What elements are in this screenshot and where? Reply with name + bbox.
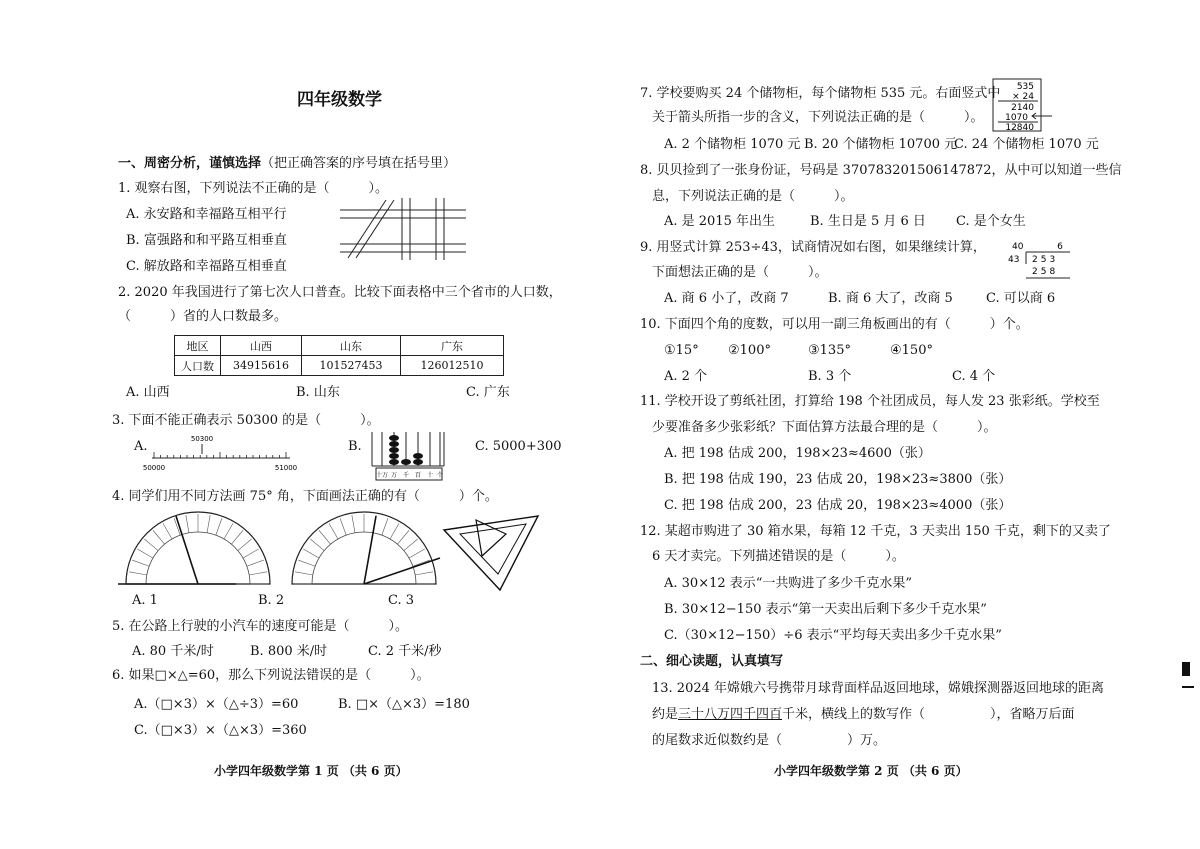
q11-stem-2: 少要准备多少张彩纸？下面估算方法最合理的是（ ）。 [652,420,997,435]
q9-option-c: C. 可以商 6 [986,291,1056,306]
q10-option-a: A. 2 个 [664,369,708,384]
protractor-tick [247,560,264,566]
q9-long-division [1006,238,1076,284]
calc-line: 535 [1016,82,1034,92]
q6-option-b: B. □×（△×3）=180 [338,697,470,712]
q7-vertical-multiplication [992,78,1054,132]
table-cell: 人口数 [175,356,221,376]
protractor-tick [163,523,172,539]
abacus-label: 十 [426,472,434,479]
protractor-tick [243,549,259,558]
protractor-tick [390,523,399,539]
section-2-heading: 二、细心读题，认真填写 [640,654,784,669]
q11-option-a: A. 把 198 估成 200，198×23≈4600（张） [664,446,931,461]
abacus-label: 十万 [375,472,389,479]
number-line-mark-label: 50300 [190,435,214,443]
protractor-tick [415,572,433,575]
page-2 [600,0,1200,849]
q3-option-a: A. [134,439,148,454]
protractor-tick [224,523,233,539]
number-line-end-label: 51000 [274,464,298,472]
scan-mark [1182,662,1190,676]
q4-triangle-rulers [436,512,548,594]
q9-stem-2: 下面想法正确的是（ ）。 [652,265,828,280]
q12-stem-2: 6 天才卖完。下列描述错误的是（ ）。 [652,549,905,564]
abacus-label: 千 [402,472,410,479]
table-header: 山西 [221,336,302,356]
q12-option-c: C.（30×12−150）÷6 表示“平均每天卖出多少千克水果” [664,628,1002,643]
q4-protractor-b [284,512,444,590]
scan-mark [1182,686,1194,688]
q3-stem: 3. 下面不能正确表示 50300 的是（ ）。 [112,413,380,428]
q8-option-a: A. 是 2015 年出生 [664,214,776,229]
table-cell: 101527453 [302,356,401,376]
q1-option-b: B. 富强路和和平路互相垂直 [126,233,287,248]
protractor-tick [329,523,338,539]
q8-option-b: B. 生日是 5 月 6 日 [810,214,926,229]
table-row [175,336,504,356]
q10-stem: 10. 下面四个角的度数，可以用一副三角板画出的有（ ）个。 [640,317,1029,332]
protractor-tick [238,539,252,551]
q12-option-a: A. 30×12 表示“一共购进了多少千克水果” [664,576,913,591]
protractor-tick [382,518,388,535]
q10-angle-1: ①15° [664,343,699,358]
q13-line-2-post: 千米，横线上的数写作（ ），省略万后面 [782,707,1075,722]
q8-option-c: C. 是个女生 [956,214,1026,229]
q2-option-a: A. 山西 [126,385,170,400]
protractor-tick [303,549,319,558]
q7-stem: 7. 学校要购买 24 个储物柜，每个储物柜 535 元。右面竖式中 [640,86,1001,101]
page-title: 四年级数学 [297,90,382,110]
q7-option-c: C. 24 个储物柜 1070 元 [954,137,1099,152]
q3-abacus [368,428,448,484]
table-cell: 126012510 [401,356,504,376]
abacus-place-labels [376,468,443,480]
calc-line: 2140 [1011,103,1034,113]
q10-angle-3: ③135° [808,343,851,358]
protractor-tick [404,539,418,551]
section-1-note: （把正确答案的序号填在括号里） [261,156,457,171]
section-1-heading [118,156,456,172]
page-footer: 小学四年级数学第 1 页 （共 6 页） [214,764,408,778]
protractor-tick [249,572,267,575]
q6-option-c: C.（□×3）×（△×3）=360 [134,723,307,738]
q4-option-a: A. 1 [132,593,158,608]
protractor-tick [129,572,147,575]
abacus-label: 百 [414,472,422,479]
division-dividend: 253 [1032,255,1059,265]
q1-option-c: C. 解放路和幸福路互相垂直 [126,259,287,274]
q11-option-b: B. 把 198 估成 190，23 估成 20，198×23≈3800（张） [664,472,1012,487]
q5-option-a: A. 80 千米/时 [132,644,214,659]
protractor-tick [340,518,346,535]
calc-line: 12840 [1005,123,1034,133]
protractor-tick [310,539,324,551]
table-row [175,356,504,376]
number-line-start-label: 50000 [142,464,166,472]
q6-option-a: A.（□×3）×（△÷3）=60 [134,697,299,712]
q7-stem-2: 关于箭头所指一步的含义，下列说法正确的是（ ）。 [652,110,984,125]
q7-option-a: A. 2 个储物柜 1070 元 [664,137,801,152]
protractor-tick [132,560,149,566]
q1-stem: 1. 观察右图，下列说法不正确的是（ ）。 [118,181,389,196]
section-1-title: 一、周密分析，谨慎选择 [118,156,262,171]
q5-stem: 5. 在公路上行驶的小汽车的速度可能是（ ）。 [112,619,409,634]
q11-option-c: C. 把 198 估成 200，23 估成 20，198×23≈4000（张） [664,498,1012,513]
number-line-ticks [154,452,286,458]
calc-line: × 24 [1012,92,1034,102]
protractor-tick [216,518,222,535]
protractor-tick [144,539,158,551]
protractor-scale [294,514,434,584]
protractor-tick [409,549,425,558]
q10-option-c: C. 4 个 [952,369,996,384]
q3-option-b: B. [348,439,362,454]
calc-line: 1070 [1005,113,1028,123]
q2-stem-2: （ ）省的人口数最多。 [118,309,288,324]
q12-option-b: B. 30×12−150 表示“第一天卖出后剩下多少千克水果” [664,602,987,617]
table-header: 山东 [302,336,401,356]
q3-option-c: C. 5000+300 [475,439,562,454]
table-header: 广东 [401,336,504,356]
q13-line-2 [652,707,1075,723]
division-quotient: 6 [1057,242,1063,252]
q5-option-b: B. 800 米/时 [250,644,328,659]
q4-stem: 4. 同学们用不同方法画 75° 角，下面画法正确的有（ ）个。 [112,489,498,504]
page-footer: 小学四年级数学第 2 页 （共 6 页） [774,764,968,778]
q10-angle-2: ②100° [728,343,771,358]
protractor-tick [153,530,165,544]
protractor-tick [207,515,210,533]
q5-option-c: C. 2 千米/秒 [368,644,442,659]
abacus-label: 个 [436,472,444,479]
q2-stem: 2. 2020 年我国进行了第七次人口普查。比较下面表格中三个省市的人口数， [118,285,562,300]
q10-angle-4: ④150° [890,343,933,358]
q9-option-b: B. 商 6 大了，改商 5 [828,291,953,306]
q1-road-map [338,196,468,262]
protractor-tick [295,572,313,575]
q7-option-b: B. 20 个储物柜 10700 元 [804,137,958,152]
protractor-tick [186,515,189,533]
protractor-tick [352,515,355,533]
population-table [174,335,504,376]
q4-protractor-a [118,512,278,590]
q13-line-1: 13. 2024 年嫦娥六号携带月球背面样品返回地球，嫦娥探测器返回地球的距离 [652,681,1105,696]
protractor-tick [298,560,315,566]
q9-stem: 9. 用竖式计算 253÷43，试商情况如右图，如果继续计算， [640,240,986,255]
q12-stem: 12. 某超市购进了 30 箱水果，每箱 12 千克，3 天卖出 150 千克，剩下的又卖了 [640,524,1111,539]
division-divisor: 43 [1008,255,1020,265]
table-header: 地区 [175,336,221,356]
q4-option-b: B. 2 [258,593,285,608]
protractor-tick [137,549,153,558]
q6-stem: 6. 如果□×△=60，那么下列说法错误的是（ ）。 [112,668,430,683]
q8-stem-2: 息，下列说法正确的是（ ）。 [652,189,854,204]
q9-option-a: A. 商 6 小了，改商 7 [664,291,789,306]
q2-option-c: C. 广东 [466,385,510,400]
q3-number-line [142,432,298,474]
division-scratch: 40 [1012,242,1024,252]
protractor-scale [128,514,268,584]
q10-option-b: B. 3 个 [808,369,852,384]
table-cell: 34915616 [221,356,302,376]
abacus-label: 万 [390,472,398,479]
protractor-tick [231,530,243,544]
division-product: 258 [1032,267,1059,277]
protractor-tick [319,530,331,544]
protractor-tick [397,530,409,544]
q11-stem: 11. 学校开设了剪纸社团，打算给 198 个社团成员，每人发 23 张彩纸。学校至 [640,394,1100,409]
q13-line-2-pre: 约是 [652,707,679,722]
q4-option-c: C. 3 [388,593,415,608]
q13-underlined-number: 三十八万四千四百 [678,707,783,722]
q8-stem: 8. 贝贝捡到了一张身份证，号码是 370783201506147872，从中可以知道一些信 [640,163,1122,178]
q2-option-b: B. 山东 [296,385,340,400]
q13-line-3: 的尾数求近似数约是（ ）万。 [652,733,887,748]
q1-option-a: A. 永安路和幸福路互相平行 [126,207,287,222]
